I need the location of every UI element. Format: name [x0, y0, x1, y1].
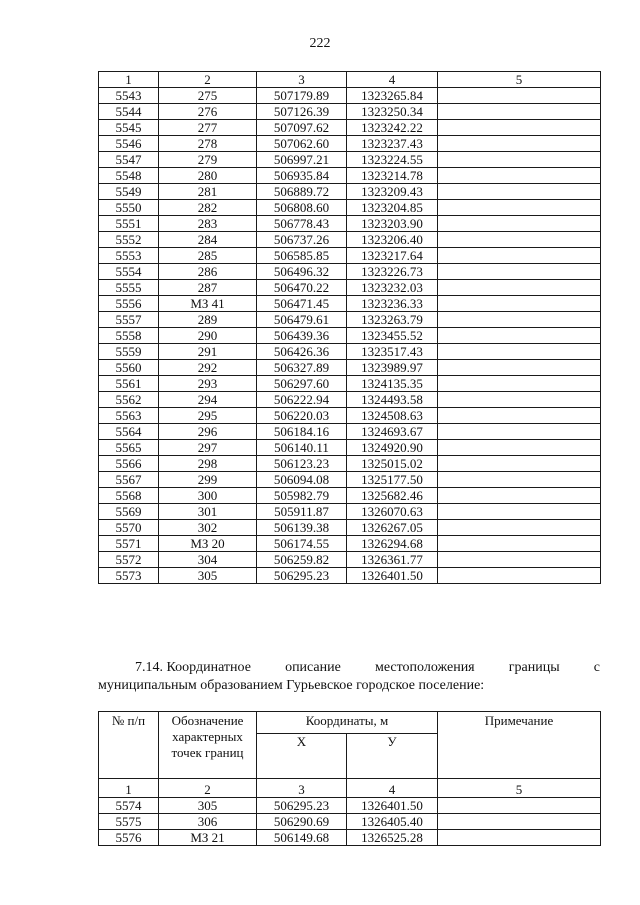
- cell-number: 1: [99, 779, 159, 798]
- cell-y: 1323206.40: [347, 232, 438, 248]
- cell-number: 5556: [99, 296, 159, 312]
- cell-x: 506295.23: [257, 568, 347, 584]
- cell-note: [438, 504, 601, 520]
- cell-note: [438, 552, 601, 568]
- cell-y: 1326401.50: [347, 568, 438, 584]
- cell-number: 5550: [99, 200, 159, 216]
- cell-x: 506808.60: [257, 200, 347, 216]
- cell-point: 295: [159, 408, 257, 424]
- page-number: 222: [309, 36, 331, 51]
- table-row: [99, 264, 601, 280]
- table-row: [99, 424, 601, 440]
- table-row: [99, 552, 601, 568]
- cell-point: 277: [159, 120, 257, 136]
- cell-x: 506140.11: [257, 440, 347, 456]
- column-number-row: [99, 72, 601, 88]
- table-row: [99, 568, 601, 584]
- cell-point: МЗ 41: [159, 296, 257, 312]
- table-row: [99, 104, 601, 120]
- cell-number: 5563: [99, 408, 159, 424]
- cell-x: 506222.94: [257, 392, 347, 408]
- cell-x: 506935.84: [257, 168, 347, 184]
- section-word: описание: [285, 660, 341, 675]
- cell-note: [438, 376, 601, 392]
- table-row: [99, 440, 601, 456]
- cell-point: МЗ 20: [159, 536, 257, 552]
- cell-note: 5: [438, 72, 601, 88]
- cell-point: 306: [159, 814, 257, 830]
- cell-number: 5572: [99, 552, 159, 568]
- cell-note: [438, 104, 601, 120]
- cell-x: 507097.62: [257, 120, 347, 136]
- cell-x: 506123.23: [257, 456, 347, 472]
- cell-x: 506471.45: [257, 296, 347, 312]
- table-row: [99, 504, 601, 520]
- cell-y: 1325015.02: [347, 456, 438, 472]
- cell-y: 1324493.58: [347, 392, 438, 408]
- cell-y: 1324508.63: [347, 408, 438, 424]
- table-row: [99, 200, 601, 216]
- cell-note: [438, 168, 601, 184]
- cell-y: 1324135.35: [347, 376, 438, 392]
- table-row: [99, 456, 601, 472]
- cell-note: [438, 152, 601, 168]
- table-row: [99, 136, 601, 152]
- cell-x: 506585.85: [257, 248, 347, 264]
- cell-note: [438, 248, 601, 264]
- cell-point: 302: [159, 520, 257, 536]
- table-row: [99, 520, 601, 536]
- cell-number: 5573: [99, 568, 159, 584]
- table-row: [99, 232, 601, 248]
- cell-note: [438, 408, 601, 424]
- header-number: № п/п: [99, 712, 159, 779]
- cell-number: 5568: [99, 488, 159, 504]
- cell-point: МЗ 21: [159, 830, 257, 846]
- cell-note: [438, 814, 601, 830]
- cell-y: 1324693.67: [347, 424, 438, 440]
- cell-point: 289: [159, 312, 257, 328]
- section-word: границы: [508, 660, 560, 675]
- cell-y: 1323217.64: [347, 248, 438, 264]
- cell-y: 1326361.77: [347, 552, 438, 568]
- cell-x: 3: [257, 72, 347, 88]
- cell-x: 506259.82: [257, 552, 347, 568]
- cell-point: 275: [159, 88, 257, 104]
- cell-note: [438, 136, 601, 152]
- cell-number: 5548: [99, 168, 159, 184]
- table-row: [99, 248, 601, 264]
- cell-point: 300: [159, 488, 257, 504]
- cell-point: 2: [159, 72, 257, 88]
- table-row: [99, 472, 601, 488]
- table-row: [99, 830, 601, 846]
- header-note: Примечание: [438, 712, 601, 779]
- cell-y: 1325177.50: [347, 472, 438, 488]
- table-row: [99, 312, 601, 328]
- cell-x: 505911.87: [257, 504, 347, 520]
- cell-x: 506426.36: [257, 344, 347, 360]
- cell-y: 1323989.97: [347, 360, 438, 376]
- table-row: [99, 488, 601, 504]
- header-x: Х: [257, 734, 347, 779]
- cell-number: 5562: [99, 392, 159, 408]
- coordinates-table-body: [99, 72, 601, 584]
- cell-note: [438, 184, 601, 200]
- cell-point: 283: [159, 216, 257, 232]
- cell-point: 293: [159, 376, 257, 392]
- table-row: [99, 344, 601, 360]
- boundary-table-body: [99, 712, 601, 846]
- cell-number: 1: [99, 72, 159, 88]
- cell-number: 5551: [99, 216, 159, 232]
- cell-x: 506295.23: [257, 798, 347, 814]
- table-row: [99, 360, 601, 376]
- cell-note: [438, 798, 601, 814]
- cell-note: [438, 312, 601, 328]
- cell-point: 298: [159, 456, 257, 472]
- cell-number: 5553: [99, 248, 159, 264]
- cell-x: 506220.03: [257, 408, 347, 424]
- cell-note: [438, 216, 601, 232]
- cell-y: 1326267.05: [347, 520, 438, 536]
- cell-y: 1326294.68: [347, 536, 438, 552]
- cell-note: [438, 456, 601, 472]
- table-row: [99, 814, 601, 830]
- cell-y: 1323263.79: [347, 312, 438, 328]
- cell-y: 1326525.28: [347, 830, 438, 846]
- cell-x: 506470.22: [257, 280, 347, 296]
- cell-number: 5554: [99, 264, 159, 280]
- cell-x: 506139.38: [257, 520, 347, 536]
- table-row: [99, 392, 601, 408]
- table-row: [99, 536, 601, 552]
- cell-number: 5574: [99, 798, 159, 814]
- column-number-row: [99, 779, 601, 798]
- cell-point: 299: [159, 472, 257, 488]
- cell-number: 5557: [99, 312, 159, 328]
- cell-note: 5: [438, 779, 601, 798]
- cell-x: 506327.89: [257, 360, 347, 376]
- cell-x: 3: [257, 779, 347, 798]
- cell-x: 507062.60: [257, 136, 347, 152]
- cell-y: 1323237.43: [347, 136, 438, 152]
- section-word: 7.14. Координатное: [135, 660, 251, 675]
- cell-point: 292: [159, 360, 257, 376]
- header-coordinates: Координаты, м: [257, 712, 438, 734]
- cell-y: 1323265.84: [347, 88, 438, 104]
- cell-point: 301: [159, 504, 257, 520]
- cell-point: 290: [159, 328, 257, 344]
- cell-note: [438, 472, 601, 488]
- cell-y: 1323455.52: [347, 328, 438, 344]
- cell-point: 280: [159, 168, 257, 184]
- cell-point: 285: [159, 248, 257, 264]
- cell-y: 4: [347, 779, 438, 798]
- cell-point: 305: [159, 798, 257, 814]
- cell-number: 5569: [99, 504, 159, 520]
- cell-x: 506737.26: [257, 232, 347, 248]
- table-row: [99, 88, 601, 104]
- cell-point: 287: [159, 280, 257, 296]
- table-row: [99, 152, 601, 168]
- cell-y: 1323214.78: [347, 168, 438, 184]
- cell-point: 276: [159, 104, 257, 120]
- cell-note: [438, 88, 601, 104]
- cell-y: 1326070.63: [347, 504, 438, 520]
- cell-y: 1323226.73: [347, 264, 438, 280]
- cell-y: 4: [347, 72, 438, 88]
- cell-point: 291: [159, 344, 257, 360]
- cell-x: 506290.69: [257, 814, 347, 830]
- cell-y: 1323232.03: [347, 280, 438, 296]
- cell-note: [438, 440, 601, 456]
- section-word: с: [593, 660, 600, 675]
- cell-number: 5558: [99, 328, 159, 344]
- cell-note: [438, 360, 601, 376]
- cell-note: [438, 280, 601, 296]
- cell-number: 5544: [99, 104, 159, 120]
- section-paragraph: [98, 659, 600, 695]
- cell-number: 5549: [99, 184, 159, 200]
- table-header-row: [99, 712, 601, 734]
- cell-number: 5575: [99, 814, 159, 830]
- cell-point: 284: [159, 232, 257, 248]
- cell-y: 1323250.34: [347, 104, 438, 120]
- cell-number: 5565: [99, 440, 159, 456]
- cell-number: 5566: [99, 456, 159, 472]
- table-row: [99, 328, 601, 344]
- header-y: У: [347, 734, 438, 779]
- cell-y: 1323517.43: [347, 344, 438, 360]
- cell-note: [438, 392, 601, 408]
- cell-x: 506778.43: [257, 216, 347, 232]
- cell-point: 286: [159, 264, 257, 280]
- cell-note: [438, 830, 601, 846]
- cell-note: [438, 488, 601, 504]
- cell-x: 506479.61: [257, 312, 347, 328]
- cell-note: [438, 264, 601, 280]
- table-row: [99, 216, 601, 232]
- cell-point: 281: [159, 184, 257, 200]
- cell-point: 304: [159, 552, 257, 568]
- section-text-line: муниципальным образованием Гурьевское городское поселение:: [98, 678, 485, 693]
- table-row: [99, 798, 601, 814]
- cell-number: 5564: [99, 424, 159, 440]
- cell-point: 296: [159, 424, 257, 440]
- cell-point: 2: [159, 779, 257, 798]
- cell-number: 5561: [99, 376, 159, 392]
- cell-number: 5547: [99, 152, 159, 168]
- cell-note: [438, 344, 601, 360]
- boundary-table: [98, 711, 601, 846]
- cell-x: 506184.16: [257, 424, 347, 440]
- cell-number: 5560: [99, 360, 159, 376]
- cell-note: [438, 328, 601, 344]
- cell-number: 5559: [99, 344, 159, 360]
- section-word: местоположения: [374, 660, 475, 675]
- cell-x: 507126.39: [257, 104, 347, 120]
- cell-note: [438, 568, 601, 584]
- table-row: [99, 168, 601, 184]
- cell-x: 506496.32: [257, 264, 347, 280]
- cell-y: 1323242.22: [347, 120, 438, 136]
- cell-y: 1326401.50: [347, 798, 438, 814]
- cell-point: 297: [159, 440, 257, 456]
- cell-x: 506094.08: [257, 472, 347, 488]
- cell-note: [438, 296, 601, 312]
- header-designation: Обозначение характерных точек границ: [159, 712, 257, 779]
- cell-x: 505982.79: [257, 488, 347, 504]
- cell-x: 506439.36: [257, 328, 347, 344]
- table-row: [99, 296, 601, 312]
- cell-number: 5543: [99, 88, 159, 104]
- cell-y: 1325682.46: [347, 488, 438, 504]
- cell-number: 5571: [99, 536, 159, 552]
- cell-point: 294: [159, 392, 257, 408]
- table-row: [99, 280, 601, 296]
- cell-x: 507179.89: [257, 88, 347, 104]
- cell-note: [438, 232, 601, 248]
- cell-y: 1323236.33: [347, 296, 438, 312]
- cell-point: 279: [159, 152, 257, 168]
- cell-note: [438, 536, 601, 552]
- cell-number: 5546: [99, 136, 159, 152]
- table-row: [99, 120, 601, 136]
- cell-point: 305: [159, 568, 257, 584]
- cell-number: 5567: [99, 472, 159, 488]
- cell-x: 506297.60: [257, 376, 347, 392]
- cell-x: 506889.72: [257, 184, 347, 200]
- cell-y: 1324920.90: [347, 440, 438, 456]
- cell-y: 1323203.90: [347, 216, 438, 232]
- cell-number: 5545: [99, 120, 159, 136]
- table-row: [99, 408, 601, 424]
- cell-note: [438, 120, 601, 136]
- coordinates-table: [98, 71, 601, 584]
- cell-note: [438, 424, 601, 440]
- cell-point: 282: [159, 200, 257, 216]
- cell-y: 1323204.85: [347, 200, 438, 216]
- cell-y: 1323224.55: [347, 152, 438, 168]
- cell-note: [438, 200, 601, 216]
- cell-x: 506997.21: [257, 152, 347, 168]
- cell-number: 5570: [99, 520, 159, 536]
- cell-x: 506149.68: [257, 830, 347, 846]
- cell-note: [438, 520, 601, 536]
- cell-y: 1323209.43: [347, 184, 438, 200]
- cell-y: 1326405.40: [347, 814, 438, 830]
- table-row: [99, 376, 601, 392]
- cell-number: 5576: [99, 830, 159, 846]
- section-heading-line: [98, 659, 600, 677]
- cell-number: 5552: [99, 232, 159, 248]
- cell-number: 5555: [99, 280, 159, 296]
- cell-x: 506174.55: [257, 536, 347, 552]
- cell-point: 278: [159, 136, 257, 152]
- table-row: [99, 184, 601, 200]
